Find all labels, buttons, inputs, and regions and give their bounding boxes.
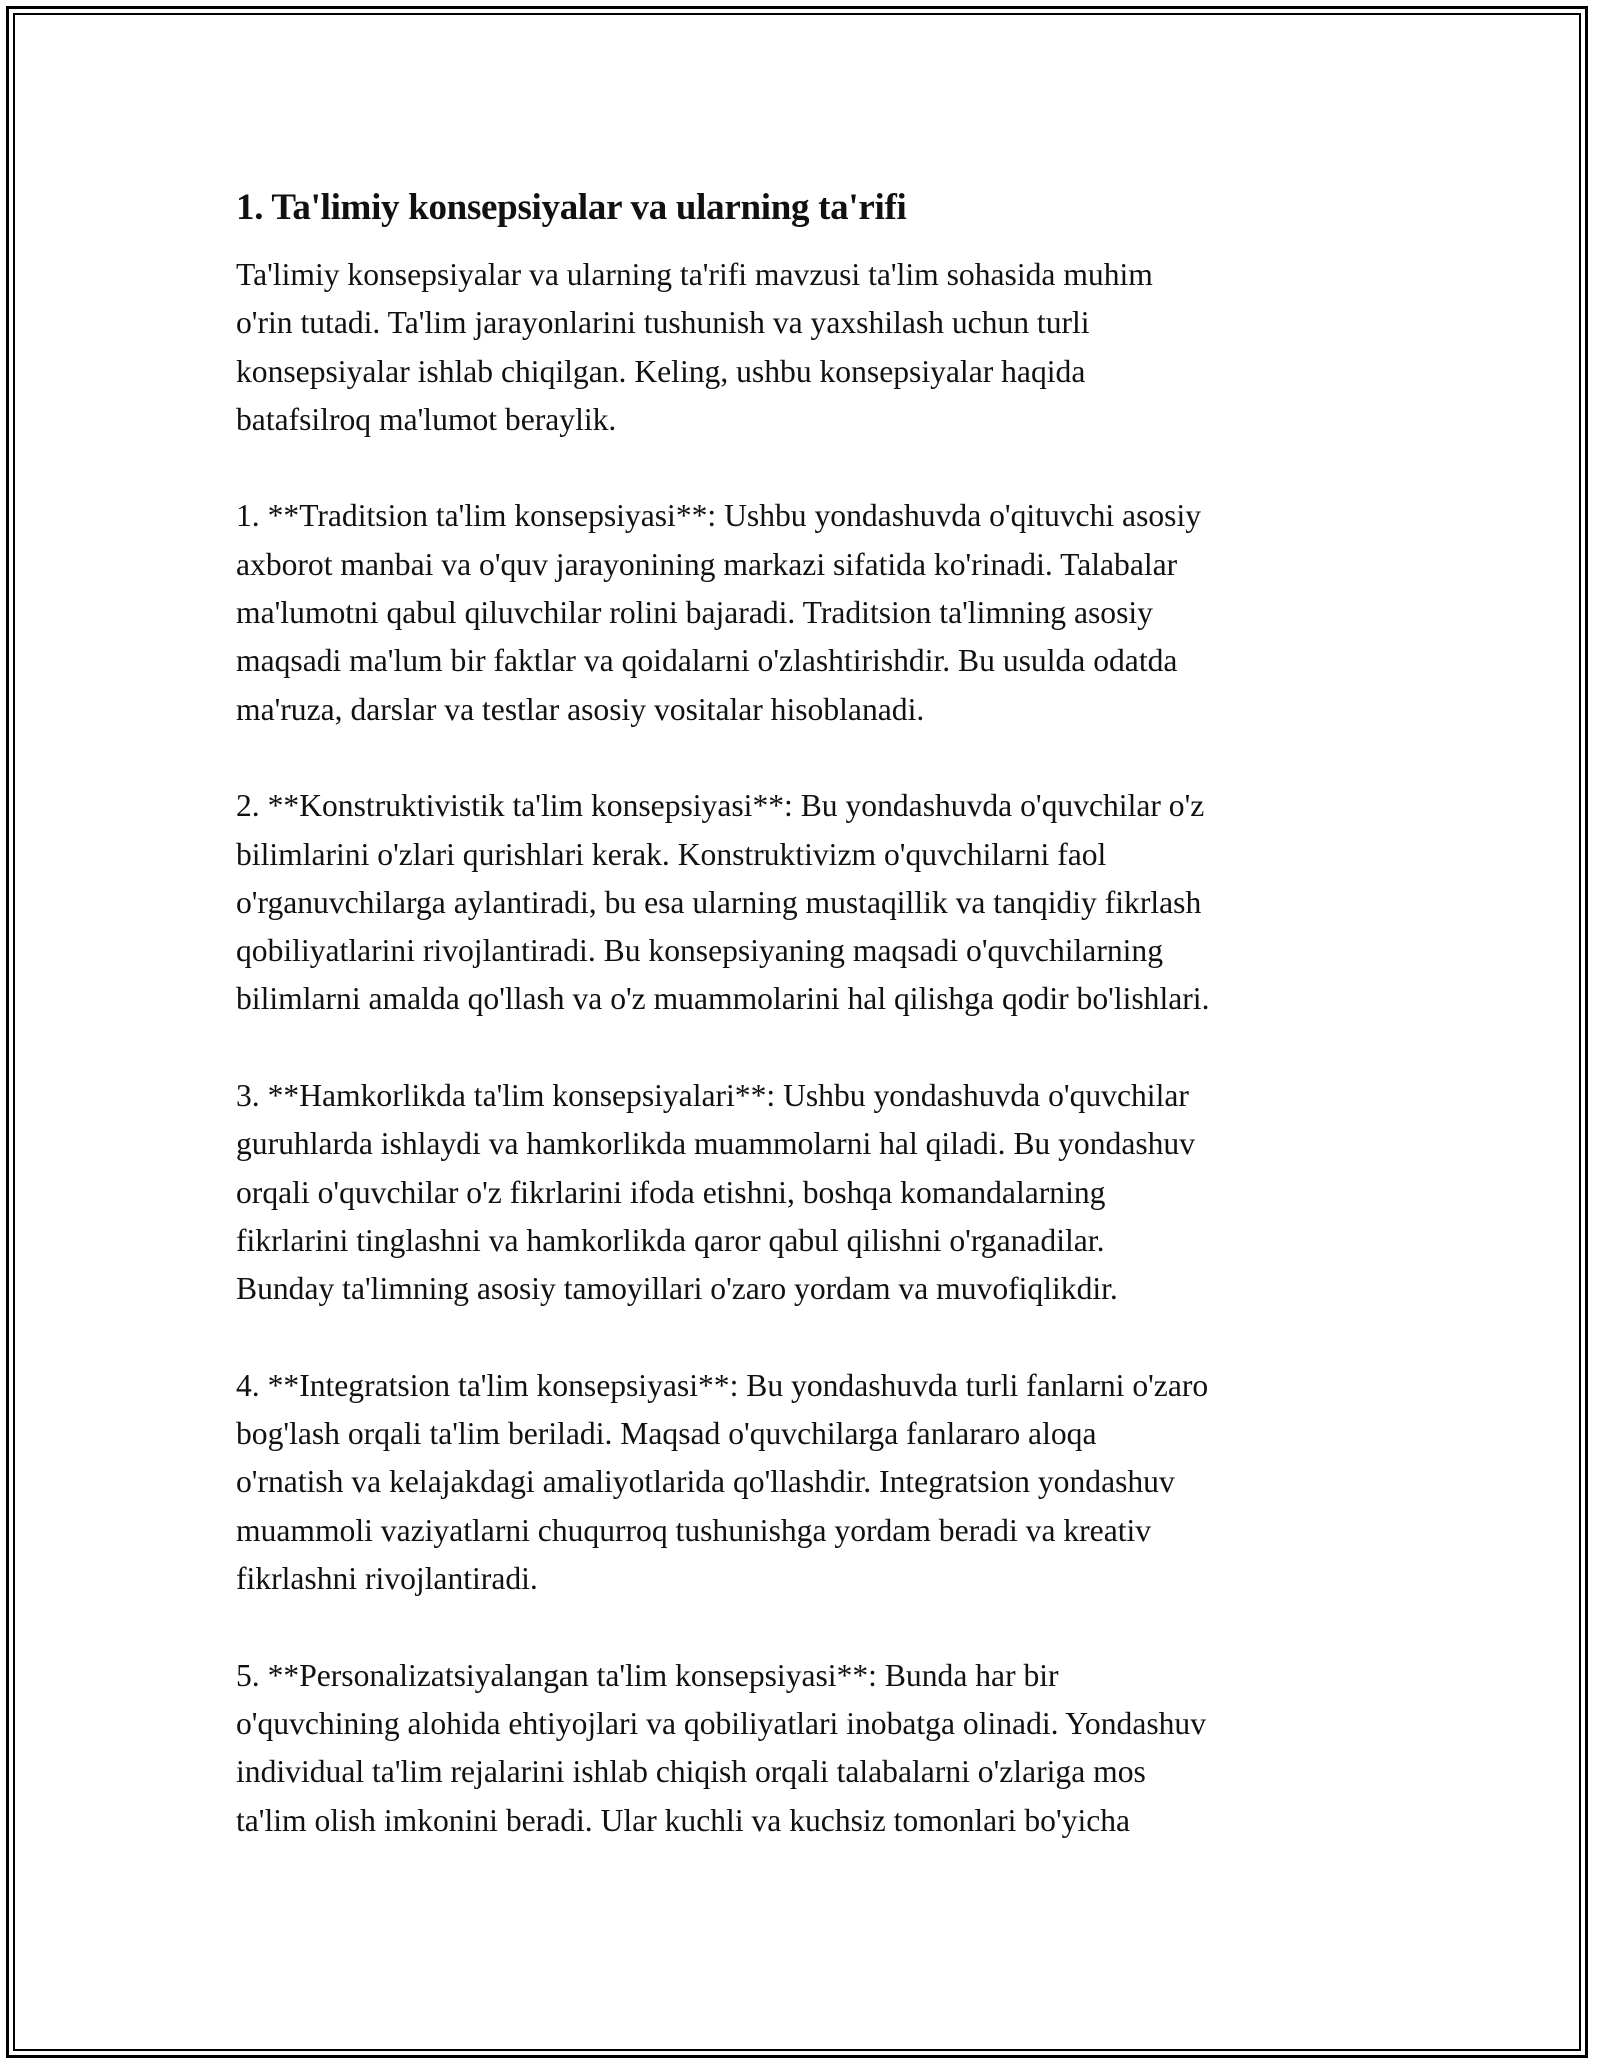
paragraph-integratsion — [236, 1362, 1386, 1603]
text-line: bog'lash orqali ta'lim beriladi. Maqsad o'quvchilarga fanlararo aloqa — [236, 1416, 1097, 1452]
text-line: o'rganuvchilarga aylantiradi, bu esa ularning mustaqillik va tanqidiy fikrlash — [236, 884, 1202, 920]
text-line: batafsilroq ma'lumot beraylik. — [236, 401, 617, 437]
text-line: ma'lumotni qabul qiluvchilar rolini bajaradi. Traditsion ta'limning asosiy — [236, 595, 1153, 631]
text-line: 4. **Integratsion ta'lim konsepsiyasi**: Bu yondashuvda turli fanlarni o'zaro — [236, 1367, 1209, 1403]
text-line: ta'lim olish imkonini beradi. Ular kuchli va kuchsiz tomonlari bo'yicha — [236, 1802, 1131, 1838]
text-line: bilimlarni amalda qo'llash va o'z muammolarini hal qilishga qodir bo'lishlari. — [236, 981, 1210, 1017]
paragraph-konstruktivistik — [236, 782, 1386, 1023]
text-line: maqsadi ma'lum bir faktlar va qoidalarni o'zlashtirishdir. Bu usulda odatda — [236, 643, 1178, 679]
text-line: o'rin tutadi. Ta'lim jarayonlarini tushunish va yaxshilash uchun turli — [236, 305, 1090, 341]
text-line: 1. **Traditsion ta'lim konsepsiyasi**: Ushbu yondashuvda o'qituvchi asosiy — [236, 498, 1202, 534]
text-line: 5. **Personalizatsiyalangan ta'lim konsepsiyasi**: Bunda har bir — [236, 1657, 1059, 1693]
text-line: o'quvchining alohida ehtiyojlari va qobiliyatlari inobatga olinadi. Yondashuv — [236, 1705, 1207, 1741]
paragraph-personalizatsiyalangan — [236, 1652, 1386, 1845]
text-line: axborot manbai va o'quv jarayonining markazi sifatida ko'rinadi. Talabalar — [236, 546, 1178, 582]
text-line: fikrlashni rivojlantiradi. — [236, 1561, 538, 1597]
text-line: ma'ruza, darslar va testlar asosiy vositalar hisoblanadi. — [236, 691, 925, 727]
text-line: muammoli vaziyatlarni chuqurroq tushunishga yordam beradi va kreativ — [236, 1512, 1152, 1548]
text-line: Bunday ta'limning asosiy tamoyillari o'zaro yordam va muvofiqlikdir. — [236, 1271, 1118, 1307]
text-line: individual ta'lim rejalarini ishlab chiqish orqali talabalarni o'zlariga mos — [236, 1754, 1146, 1790]
text-line: qobiliyatlarini rivojlantiradi. Bu konsepsiyaning maqsadi o'quvchilarning — [236, 933, 1164, 969]
paragraph-hamkorlikda — [236, 1072, 1386, 1313]
paragraph-traditsion — [236, 492, 1386, 733]
text-line: 3. **Hamkorlikda ta'lim konsepsiyalari**: Ushbu yondashuvda o'quvchilar — [236, 1078, 1189, 1114]
text-line: konsepsiyalar ishlab chiqilgan. Keling, ushbu konsepsiyalar haqida — [236, 353, 1086, 389]
text-line: bilimlarini o'zlari qurishlari kerak. Konstruktivizm o'quvchilarni faol — [236, 836, 1107, 872]
page-title: 1. Ta'limiy konsepsiyalar va ularning ta'rifi — [236, 187, 907, 228]
text-line: guruhlarda ishlaydi va hamkorlikda muammolarni hal qiladi. Bu yondashuv — [236, 1126, 1196, 1162]
text-line: o'rnatish va kelajakdagi amaliyotlarida qo'llashdir. Integratsion yondashuv — [236, 1464, 1175, 1500]
text-line: 2. **Konstruktivistik ta'lim konsepsiyasi**: Bu yondashuvda o'quvchilar o'z — [236, 788, 1205, 824]
document-body — [236, 185, 1386, 1893]
text-line: orqali o'quvchilar o'z fikrlarini ifoda etishni, boshqa komandalarning — [236, 1174, 1106, 1210]
text-line: fikrlarini tinglashni va hamkorlikda qaror qabul qilishni o'rganadilar. — [236, 1222, 1105, 1258]
text-line: Ta'limiy konsepsiyalar va ularning ta'rifi mavzusi ta'lim sohasida muhim — [236, 257, 1153, 292]
paragraph-intro — [236, 251, 1386, 444]
